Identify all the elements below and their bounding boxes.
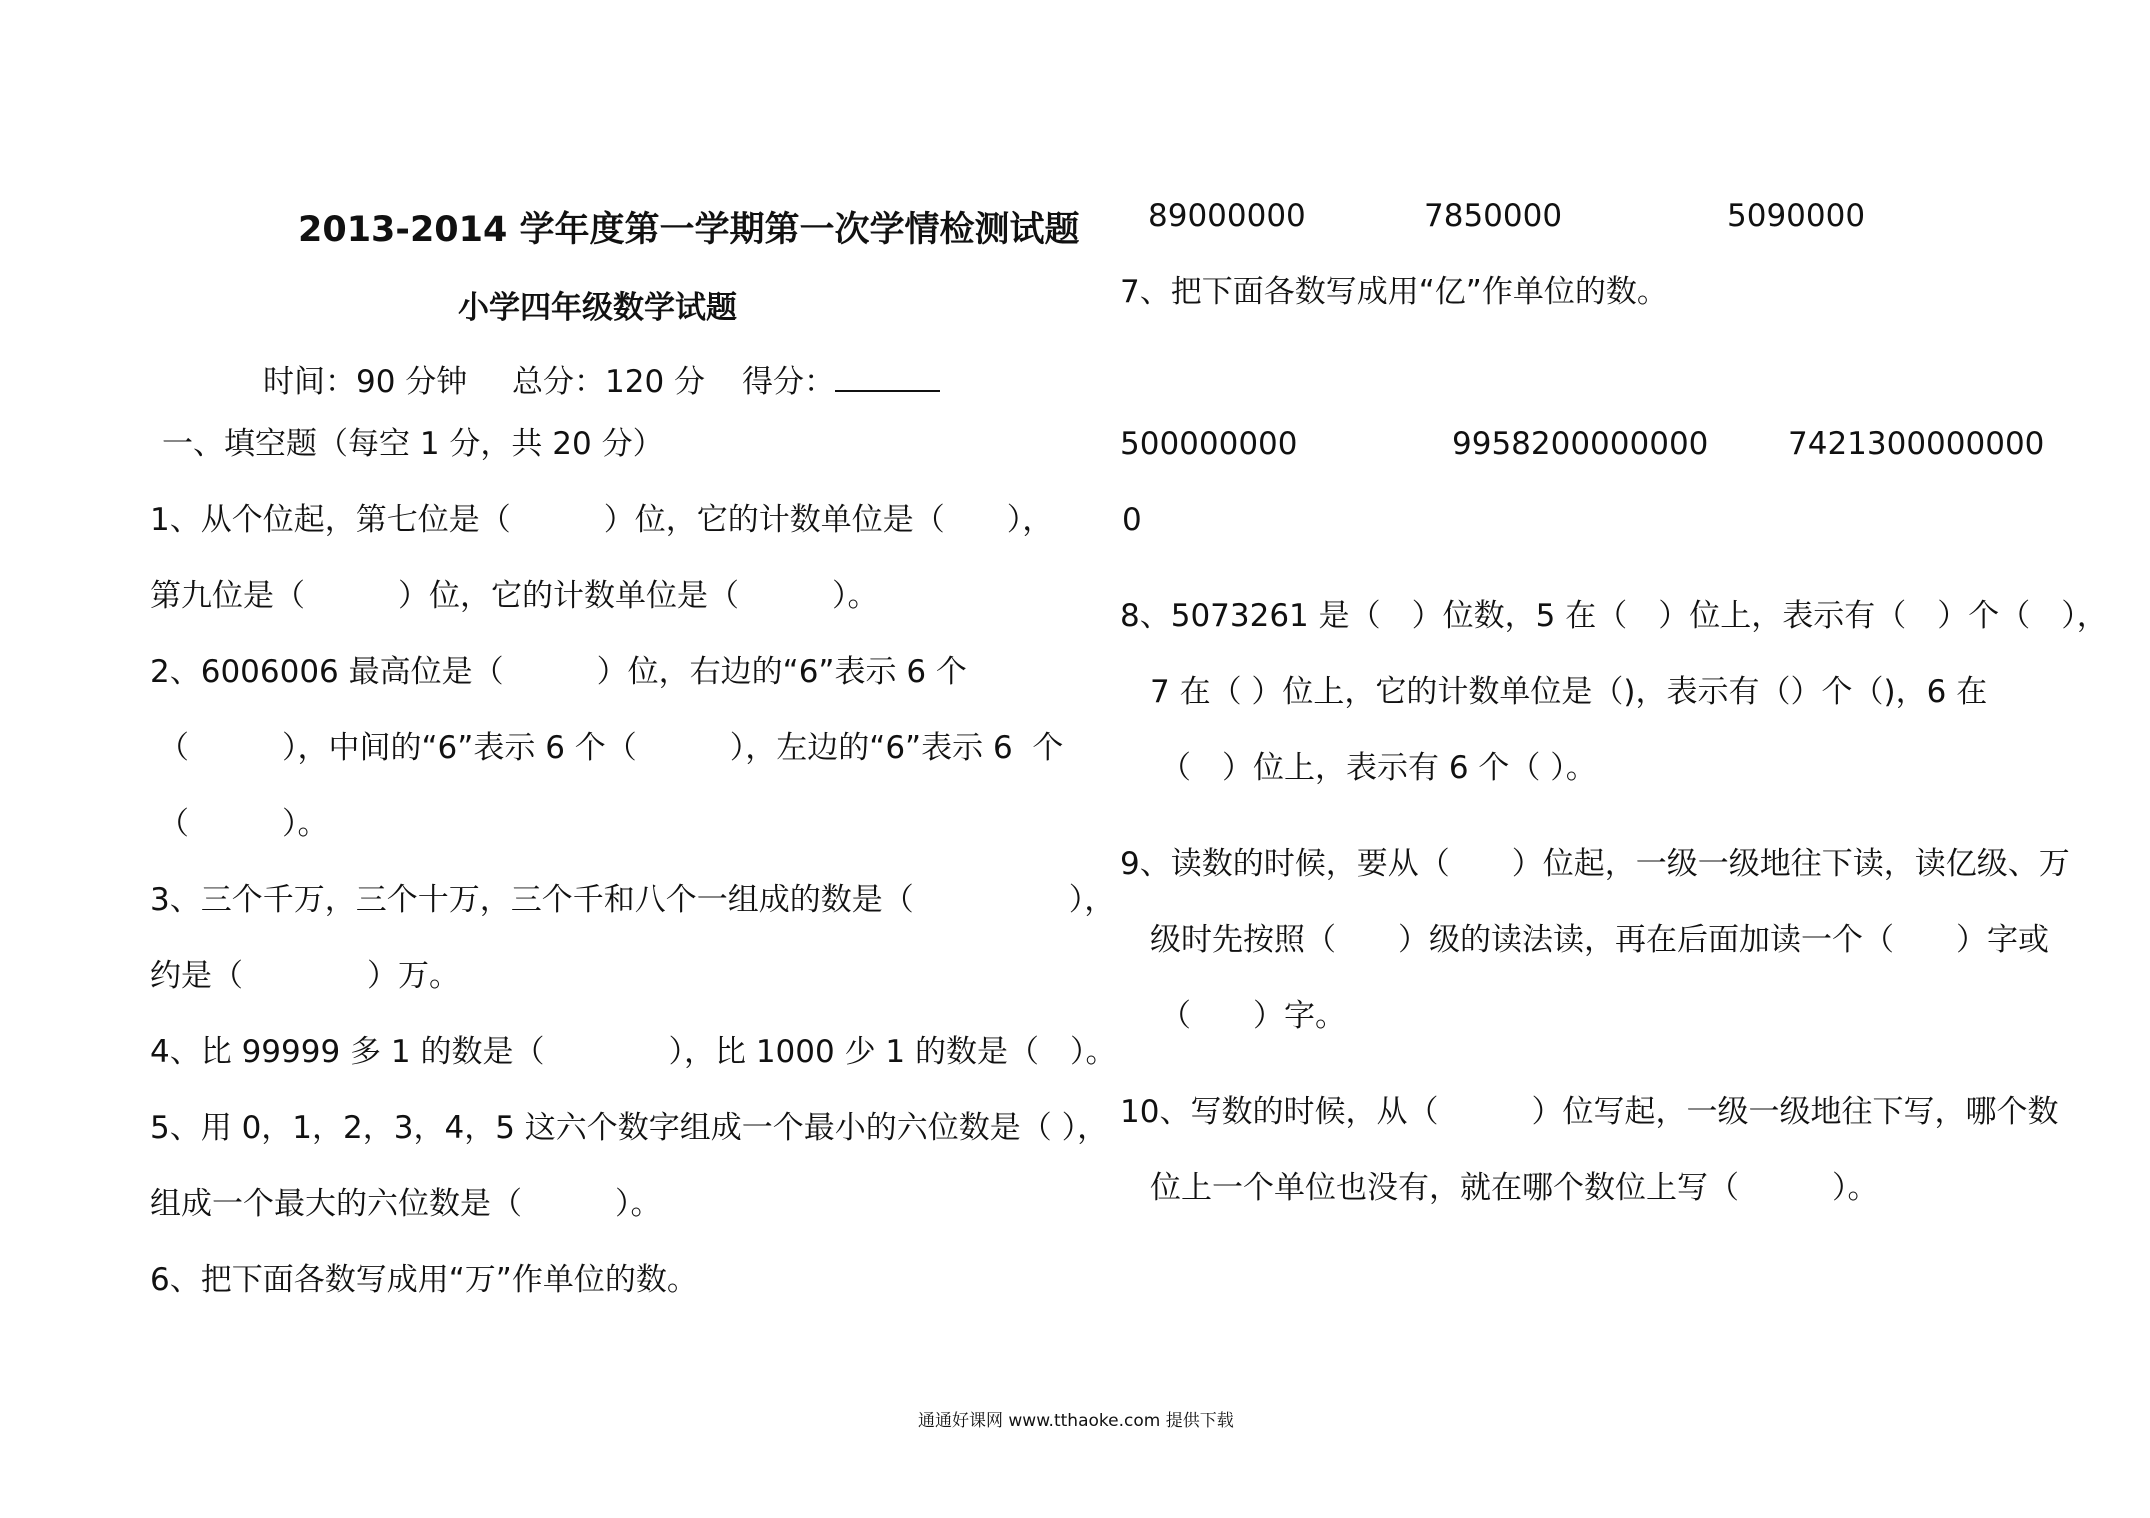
page-subtitle: 小学四年级数学试题 [458,290,737,326]
question-9-line-3: （ ）字。 [1160,998,1346,1034]
question-2-line-1: 2、6006006 最高位是（ ）位，右边的“6”表示 6 个 [150,654,967,690]
question-2-line-2: （ ），中间的“6”表示 6 个（ ），左边的“6”表示 6 个 [158,730,1064,766]
exam-time: 时间：90 分钟 [263,364,468,400]
question-1-line-2: 第九位是（ ）位，它的计数单位是（ ）。 [150,578,879,614]
question-8-line-1: 8、5073261 是（ ）位数，5 在（ ）位上，表示有（ ）个（ ）， [1120,598,2108,634]
q6-number-1: 89000000 [1148,198,1306,234]
score-label-text: 得分： [742,364,835,400]
question-3-line-1: 3、三个千万，三个十万，三个千和八个一组成的数是（ ）， [150,882,1116,918]
question-8-line-3: （ ）位上，表示有 6 个（ ）。 [1160,750,1597,786]
q7-number-3-wrap: 0 [1122,502,1142,538]
exam-total-score: 总分：120 分 [512,364,706,400]
q6-number-3: 5090000 [1727,198,1866,234]
section-heading: 一、填空题（每空 1 分，共 20 分） [162,426,664,462]
question-9-line-2: 级时先按照（ ）级的读法读，再在后面加读一个（ ）字或 [1150,922,2049,958]
question-7: 7、把下面各数写成用“亿”作单位的数。 [1120,274,1668,310]
question-1-line-1: 1、从个位起，第七位是（ ）位，它的计数单位是（ ）， [150,502,1054,538]
question-6: 6、把下面各数写成用“万”作单位的数。 [150,1262,698,1298]
question-5-line-2: 组成一个最大的六位数是（ ）。 [150,1186,662,1222]
q7-number-1: 500000000 [1120,426,1298,462]
q6-number-2: 7850000 [1424,198,1563,234]
score-blank[interactable] [835,362,940,392]
question-5-line-1: 5、用 0，1，2，3，4，5 这六个数字组成一个最小的六位数是（ ）， [150,1110,1109,1146]
q7-number-2: 9958200000000 [1452,426,1709,462]
question-10-line-1: 10、写数的时候，从（ ）位写起，一级一级地往下写，哪个数 [1120,1094,2059,1130]
question-4: 4、比 99999 多 1 的数是（ ），比 1000 少 1 的数是（ ）。 [150,1034,1117,1070]
score-label [742,362,940,402]
question-2-line-3: （ ）。 [158,806,329,842]
question-10-line-2: 位上一个单位也没有，就在哪个数位上写（ ）。 [1150,1170,1879,1206]
question-9-line-1: 9、读数的时候，要从（ ）位起，一级一级地往下读，读亿级、万 [1120,846,2070,882]
question-3-line-2: 约是（ ）万。 [150,958,460,994]
question-8-line-2: 7 在（ ）位上，它的计数单位是（)，表示有（）个（)，6 在 [1150,674,1988,710]
page-title: 2013-2014 学年度第一学期第一次学情检测试题 [298,210,1080,250]
q7-number-3: 7421300000000 [1788,426,2045,462]
page-footer: 通通好课网 www.tthaoke.com 提供下载 [918,1411,1234,1431]
